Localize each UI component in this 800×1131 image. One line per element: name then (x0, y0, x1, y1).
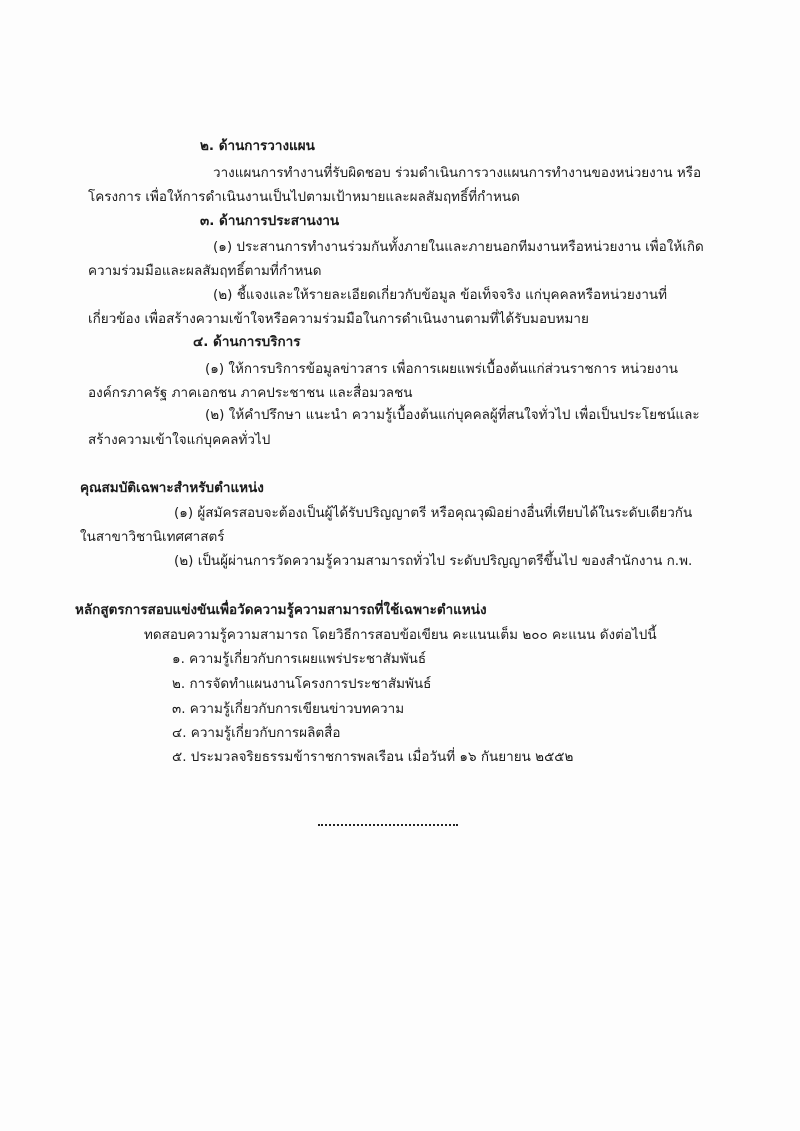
curriculum-intro: ทดสอบความรู้ความสามารถ โดยวิธีการสอบข้อเขียน คะแนนเต็ม ๒๐๐ คะแนน ดังต่อไปนี้ (144, 627, 657, 643)
section4-item2-line1: (๒) ให้คำปรึกษา แนะนำ ความรู้เบื้องต้นแก่บุคคลผู้ที่สนใจทั่วไป เพื่อเป็นประโยชน์และ (205, 407, 700, 423)
curriculum-item-1: ๑. ความรู้เกี่ยวกับการเผยแพร่ประชาสัมพันธ์ (172, 651, 427, 667)
section2-line2: โครงการ เพื่อให้การดำเนินงานเป็นไปตามเป้าหมายและผลสัมฤทธิ์ที่กำหนด (88, 189, 520, 205)
section4-item1-line1: (๑) ให้การบริการข้อมูลข่าวสาร เพื่อการเผยแพร่เบื้องต้นแก่ส่วนราชการ หน่วยงาน (205, 361, 679, 377)
section3-item2-line1: (๒) ชี้แจงและให้รายละเอียดเกี่ยวกับข้อมูล ข้อเท็จจริง แก่บุคคลหรือหน่วยงานที่ (213, 287, 668, 303)
qualifications-item1-line2: ในสาขาวิชานิเทศศาสตร์ (80, 529, 225, 545)
curriculum-item-5: ๕. ประมวลจริยธรรมข้าราชการพลเรือน เมื่อวันที่ ๑๖ กันยายน ๒๕๕๒ (172, 749, 574, 765)
section4-heading: ๔. ด้านการบริการ (193, 334, 301, 350)
section3-item1-line1: (๑) ประสานการทำงานร่วมกันทั้งภายในและภายนอกทีมงานหรือหน่วยงาน เพื่อให้เกิด (213, 239, 704, 255)
qualifications-item2-line1: (๒) เป็นผู้ผ่านการวัดความรู้ความสามารถทั่วไป ระดับปริญญาตรีขึ้นไป ของสำนักงาน ก.พ. (174, 553, 693, 569)
curriculum-item-4: ๔. ความรู้เกี่ยวกับการผลิตสื่อ (172, 725, 341, 741)
section3-item1-line2: ความร่วมมือและผลสัมฤทธิ์ตามที่กำหนด (88, 263, 322, 279)
section3-item2-line2: เกี่ยวข้อง เพื่อสร้างความเข้าใจหรือความร่วมมือในการดำเนินงานตามที่ได้รับมอบหมาย (88, 311, 589, 327)
curriculum-item-3: ๓. ความรู้เกี่ยวกับการเขียนข่าวบทความ (172, 701, 405, 717)
qualifications-heading: คุณสมบัติเฉพาะสำหรับตำแหน่ง (80, 480, 264, 496)
end-dotted-line (318, 820, 458, 826)
curriculum-heading: หลักสูตรการสอบแข่งขันเพื่อวัดความรู้ความสามารถที่ใช้เฉพาะตำแหน่ง (75, 602, 487, 618)
section2-heading: ๒. ด้านการวางแผน (200, 138, 315, 154)
section4-item2-line2: สร้างความเข้าใจแก่บุคคลทั่วไป (88, 432, 271, 448)
curriculum-item-2: ๒. การจัดทำแผนงานโครงการประชาสัมพันธ์ (172, 676, 432, 692)
qualifications-item1-line1: (๑) ผู้สมัครสอบจะต้องเป็นผู้ได้รับปริญญาตรี หรือคุณวุฒิอย่างอื่นที่เทียบได้ในระดับเดียวกัน (174, 505, 693, 521)
section3-heading: ๓. ด้านการประสานงาน (200, 213, 340, 229)
section2-line1: วางแผนการทำงานที่รับผิดชอบ ร่วมดำเนินการวางแผนการทำงานของหน่วยงาน หรือ (213, 165, 702, 181)
section4-item1-line2: องค์กรภาครัฐ ภาคเอกชน ภาคประชาชน และสื่อมวลชน (88, 385, 413, 401)
